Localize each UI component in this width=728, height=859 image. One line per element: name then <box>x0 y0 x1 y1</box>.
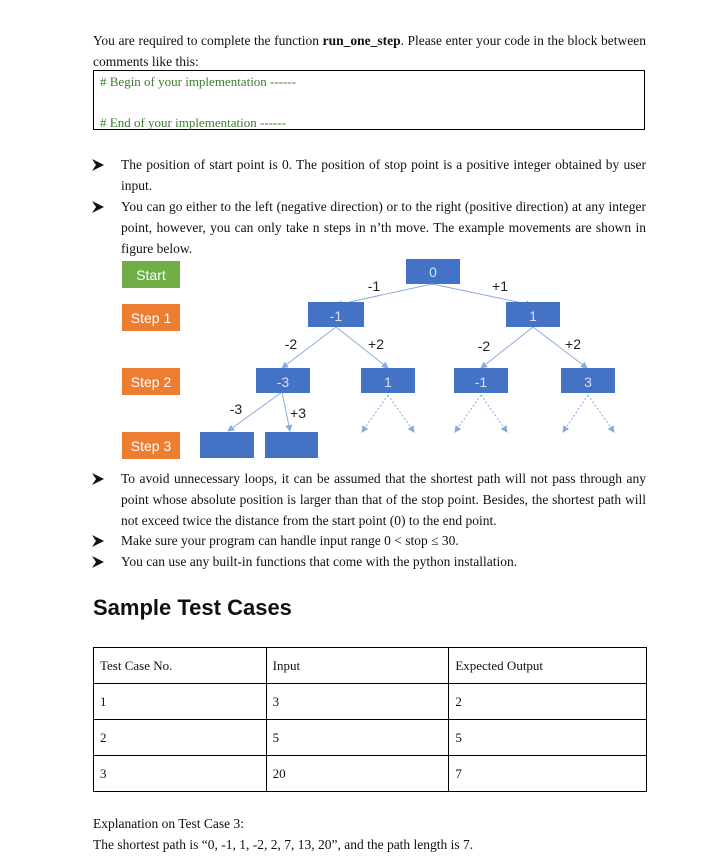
table-cell: 2 <box>94 720 267 756</box>
table-cell: 3 <box>266 684 449 720</box>
table-header-cell: Test Case No. <box>94 648 267 684</box>
code-block <box>93 70 645 130</box>
continuation-edges <box>362 395 614 432</box>
edge-label-m3-left: -3 <box>229 401 243 417</box>
step2-label: Step 2 <box>130 374 172 390</box>
arrow-bullet-icon <box>91 472 105 486</box>
table-cell: 3 <box>94 756 267 792</box>
bullet-text: Make sure your program can handle input range 0 < stop ≤ 30. <box>121 533 459 548</box>
edge-label-n1-left: -2 <box>284 336 298 352</box>
edge-root-left <box>336 284 432 305</box>
node-s3-b <box>265 432 318 458</box>
node-s3-a <box>200 432 254 458</box>
node-s2-a-label: -3 <box>276 374 290 390</box>
start-label: Start <box>136 267 166 283</box>
movement-diagram <box>0 250 728 465</box>
intro-text: You are required to complete the function <box>93 33 323 48</box>
table-row <box>94 684 647 720</box>
arrow-bullet-icon <box>91 534 105 548</box>
node-s2-d-label: 3 <box>584 374 592 390</box>
bullet-text: You can go either to the left (negative direction) or to the right (positive direction) at any integer point, however, you can only take n steps in n’th move. The example movements are shown in figure below. <box>121 199 646 256</box>
step1-label: Step 1 <box>130 310 172 326</box>
bullet-text: The position of start point is 0. The position of stop point is a positive integer obtained by user input. <box>121 157 646 193</box>
table-cell: 5 <box>266 720 449 756</box>
node-s1-left-label: -1 <box>329 308 343 324</box>
table-cell: 1 <box>94 684 267 720</box>
edge-label-n1-right: +2 <box>368 336 384 352</box>
table-header-row <box>94 648 647 684</box>
arrow-bullet-icon <box>91 158 105 172</box>
edge-label-m3-right: +3 <box>290 405 306 421</box>
edge-label-root-right: +1 <box>492 278 508 294</box>
begin-comment: # Begin of your implementation ------ <box>100 74 297 89</box>
bullet-text: You can use any built-in functions that come with the python installation. <box>121 554 518 569</box>
table-header-cell: Expected Output <box>449 648 647 684</box>
edge-root-right <box>432 284 532 305</box>
explanation-title: Explanation on Test Case 3: <box>93 816 245 831</box>
edge-label-root-left: -1 <box>367 278 381 294</box>
node-root-label: 0 <box>429 264 437 280</box>
table-cell: 20 <box>266 756 449 792</box>
node-s1-right-label: 1 <box>529 308 537 324</box>
edge-label-p1-right: +2 <box>565 336 581 352</box>
table-cell: 2 <box>449 684 647 720</box>
table-cell: 7 <box>449 756 647 792</box>
intro-text-end: . Please enter your code in the block between comments like this: <box>93 33 646 69</box>
arrow-bullet-icon <box>91 555 105 569</box>
bullet-text: To avoid unnecessary loops, it can be assumed that the shortest path will not pass through any point whose absolute position is larger than that of the stop point. Besides, the shortest path will not exceed twice the distance from the start point (0) to the end point. <box>121 471 646 528</box>
table-header-cell: Input <box>266 648 449 684</box>
table-row <box>94 720 647 756</box>
intro-paragraph <box>93 30 646 72</box>
test-case-table <box>93 647 647 792</box>
section-heading: Sample Test Cases <box>93 595 292 620</box>
edge-m3-right <box>282 392 290 431</box>
step3-label: Step 3 <box>130 438 172 454</box>
node-s2-c-label: -1 <box>474 374 488 390</box>
node-s2-b-label: 1 <box>384 374 392 390</box>
explanation-text: The shortest path is “0, -1, 1, -2, 2, 7, 13, 20”, and the path length is 7. <box>93 837 474 852</box>
function-name: run_one_step <box>322 33 401 48</box>
table-row <box>94 756 647 792</box>
table-cell: 5 <box>449 720 647 756</box>
arrow-bullet-icon <box>91 200 105 214</box>
edge-label-p1-left: -2 <box>477 338 491 354</box>
end-comment: # End of your implementation ------ <box>100 115 286 130</box>
